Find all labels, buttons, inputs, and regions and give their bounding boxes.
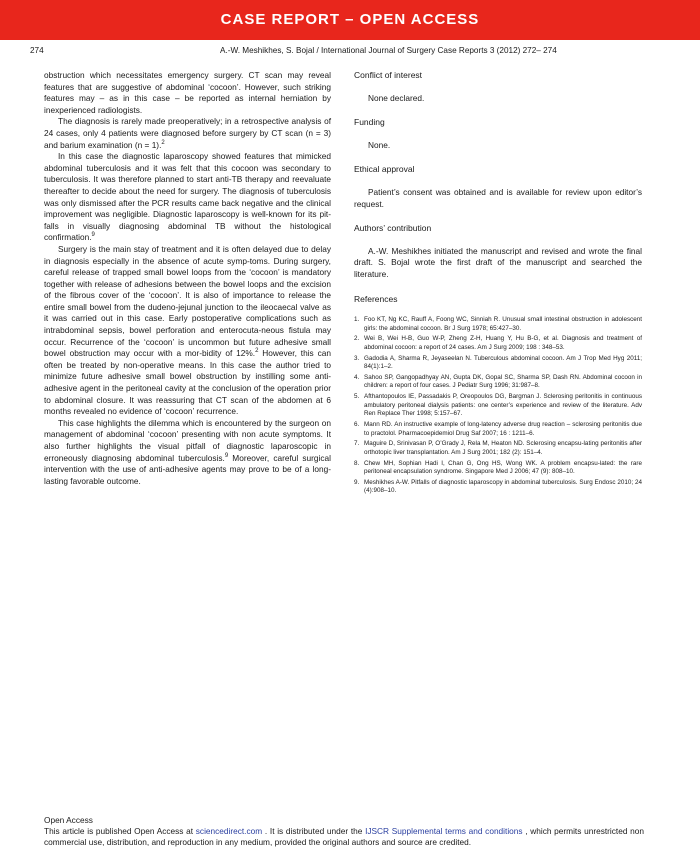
banner: CASE REPORT – OPEN ACCESS <box>0 0 700 40</box>
terms-link[interactable]: IJSCR Supplemental terms and conditions <box>365 826 523 836</box>
reference-item: 8. Chew MH, Sophian Hadi I, Chan G, Ong HS, Wong WK. A problem encapsu-lated: the rare peritoneal encapsulation syndrome. Singapore Med J 2006; 47 (9): 808–10. <box>354 459 642 476</box>
section-heading-ethical: Ethical approval <box>354 164 415 175</box>
reference-list <box>354 316 642 496</box>
open-access-heading: Open Access <box>44 815 93 825</box>
right-column <box>354 70 642 498</box>
page-number: 274 <box>30 46 44 55</box>
sciencedirect-link[interactable]: sciencedirect.com <box>195 826 263 836</box>
paragraph: In this case the diagnostic laparoscopy showed features that mimicked abdominal tuberculosis and it was felt that this cocoon was secondary to tuberculosis. It was therefore planned to start anti-TB therapy and reevaluate thereafter to decide about the need for surgery. The diagnosis of tuberculosis was only dismissed after the PCR results came back negative and the clinical improvement was negligible. Diagnostic laparoscopy is well-known for its pit-falls in visually diagnosing abdominal TB without the histological confirmation.$^9$ <box>44 151 331 243</box>
reference-item: 5. Afthantopoulos IE, Passadakis P, Oreopoulos DG, Bargman J. Sclerosing peritonitis in continuous ambulatory peritoneal dialysis patients: one center’s experience and review of the literature. Adv Ren Replace Ther 1998; 5:157–67. <box>354 393 642 418</box>
section-heading-references: References <box>354 293 398 304</box>
section-body-conflict: None declared. <box>368 92 425 103</box>
paragraph: The diagnosis is rarely made preoperatively; in a retrospective analysis of 24 cases, only 4 patients were diagnosed before surgery by CT scan (n = 3) and barium examination (n = 1).$^2$ <box>44 116 331 150</box>
left-column <box>44 70 331 487</box>
section-body-ethical: Patient’s consent was obtained and is available for review upon editor’s request. <box>354 186 642 209</box>
open-access-footer <box>44 815 644 848</box>
paragraph: This case highlights the dilemma which is encountered by the surgeon on management of abdominal ‘cocoon’ presenting with non acute symptoms. It also further highlights the visual pitfall of diagnostic laparoscopic in erroneously diagnosing abdominal tuberculosis.$^9$ Moreover, careful surgical intervention with the use of anti-adhesive agents may prove to be of a long-lasting favorable outcome. <box>44 417 331 486</box>
reference-item: 9. Meshikhes A-W. Pitfalls of diagnostic laparoscopy in abdominal tuberculosis. Surg Endosc 2010; 24 (4):908–10. <box>354 479 642 495</box>
reference-item: 4. Sahoo SP, Gangopadhyay AN, Gupta DK, Gopal SC, Sharma SP, Dash RN. Abdominal cocoon in children: a report of four cases. J Pediatr Surg 1996; 31:987–8. <box>354 374 642 390</box>
journal-citation: A.-W. Meshikhes, S. Bojal / International Journal of Surgery Case Reports 3 (2012) 272– 274 <box>220 46 557 55</box>
section-heading-funding: Funding <box>354 117 385 128</box>
paragraph: Surgery is the main stay of treatment and it is often delayed due to delay in diagnosis especially in the absence of acute symp-toms. During surgery, careful release of trapped small bowel loops from the ‘cocoon’ is mandatory together with release of adhesions between the bowel loops and the excision of the fibrous cover of the ‘cocoon’. It is also of importance to release the entire small bowel from the dudeno-jejunal junction to the ileocaecal valve as it was carried out in this case. Early postoperative complications such as intrabdominal sepsis, bowel perforation and enterocuta-neous fistula may occur. Recurrence of the ‘cocoon’ is uncommon but future adhesive small bowel obstruction may occur with a mor-bidity of 12%.$^2$ However, this can often be treated by non-operative means. In this case the author tried to minimize future adhesive small bowel obstruction by instilling some anti-adhesive agent in the peritoneal cavity at the conclusion of the operation prior to abdominal closure. It was reassuring that CT scan of the abdomen at 6 months revealed no evidence of ‘cocoon’ recurrence. <box>44 243 331 417</box>
section-body-funding: None. <box>368 139 391 150</box>
section-body-authors: A.-W. Meshikhes initiated the manuscript and revised and wrote the final draft. S. Bojal wrote the first draft of the manuscript and searched the literature. <box>354 245 642 279</box>
paragraph: obstruction which necessitates emergency surgery. CT scan may reveal features that are suggestive of abdominal ‘cocoon’. However, such striking features may – as in this case – be reported as internal herniation by inexperienced radiologists. <box>44 70 331 115</box>
reference-item: 1. Foo KT, Ng KC, Rauff A, Foong WC, Sinniah R. Unusual small intestinal obstruction in adolescent girls: the abdominal cocoon. Br J Surg 1978; 65:427–30. <box>354 316 642 332</box>
section-heading-conflict: Conflict of interest <box>354 70 423 80</box>
reference-item: 3. Gadodia A, Sharma R, Jeyaseelan N. Tuberculous abdominal cocoon. Am J Trop Med Hyg 2011; 84(1):1–2. <box>354 354 642 371</box>
reference-item: 7. Maguire D, Srinivasan P, O’Grady J, Rela M, Heaton ND. Sclerosing encapsu-lating peritonitis after orthotopic liver transplantation. Am J Surg 2001; 182 (2): 151–4. <box>354 440 642 456</box>
running-head <box>30 44 670 58</box>
reference-item: 2. Wei B, Wei H-B, Guo W-P, Zheng Z-H, Huang Y, Hu B-G, et al. Diagnosis and treatment of abdominal cocoon: a report of 24 cases. Am J Surg 2009; 198 : 348–53. <box>354 335 642 351</box>
reference-item: 6. Mann RD. An instructive example of long-latency adverse drug reaction – sclerosing peritonitis due to practolol. Pharmacoepidemiol Drug Saf 2007; 16 : 1211–6. <box>354 421 642 437</box>
open-access-statement: This article is published Open Access at sciencedirect.com . It is distributed under the IJSCR Supplemental terms and conditions , which permits unrestricted non commercial use, distribution, and reproduction in any medium, provided the original authors and source are credited. <box>44 826 644 847</box>
section-heading-authors: Authors’ contribution <box>354 223 432 234</box>
